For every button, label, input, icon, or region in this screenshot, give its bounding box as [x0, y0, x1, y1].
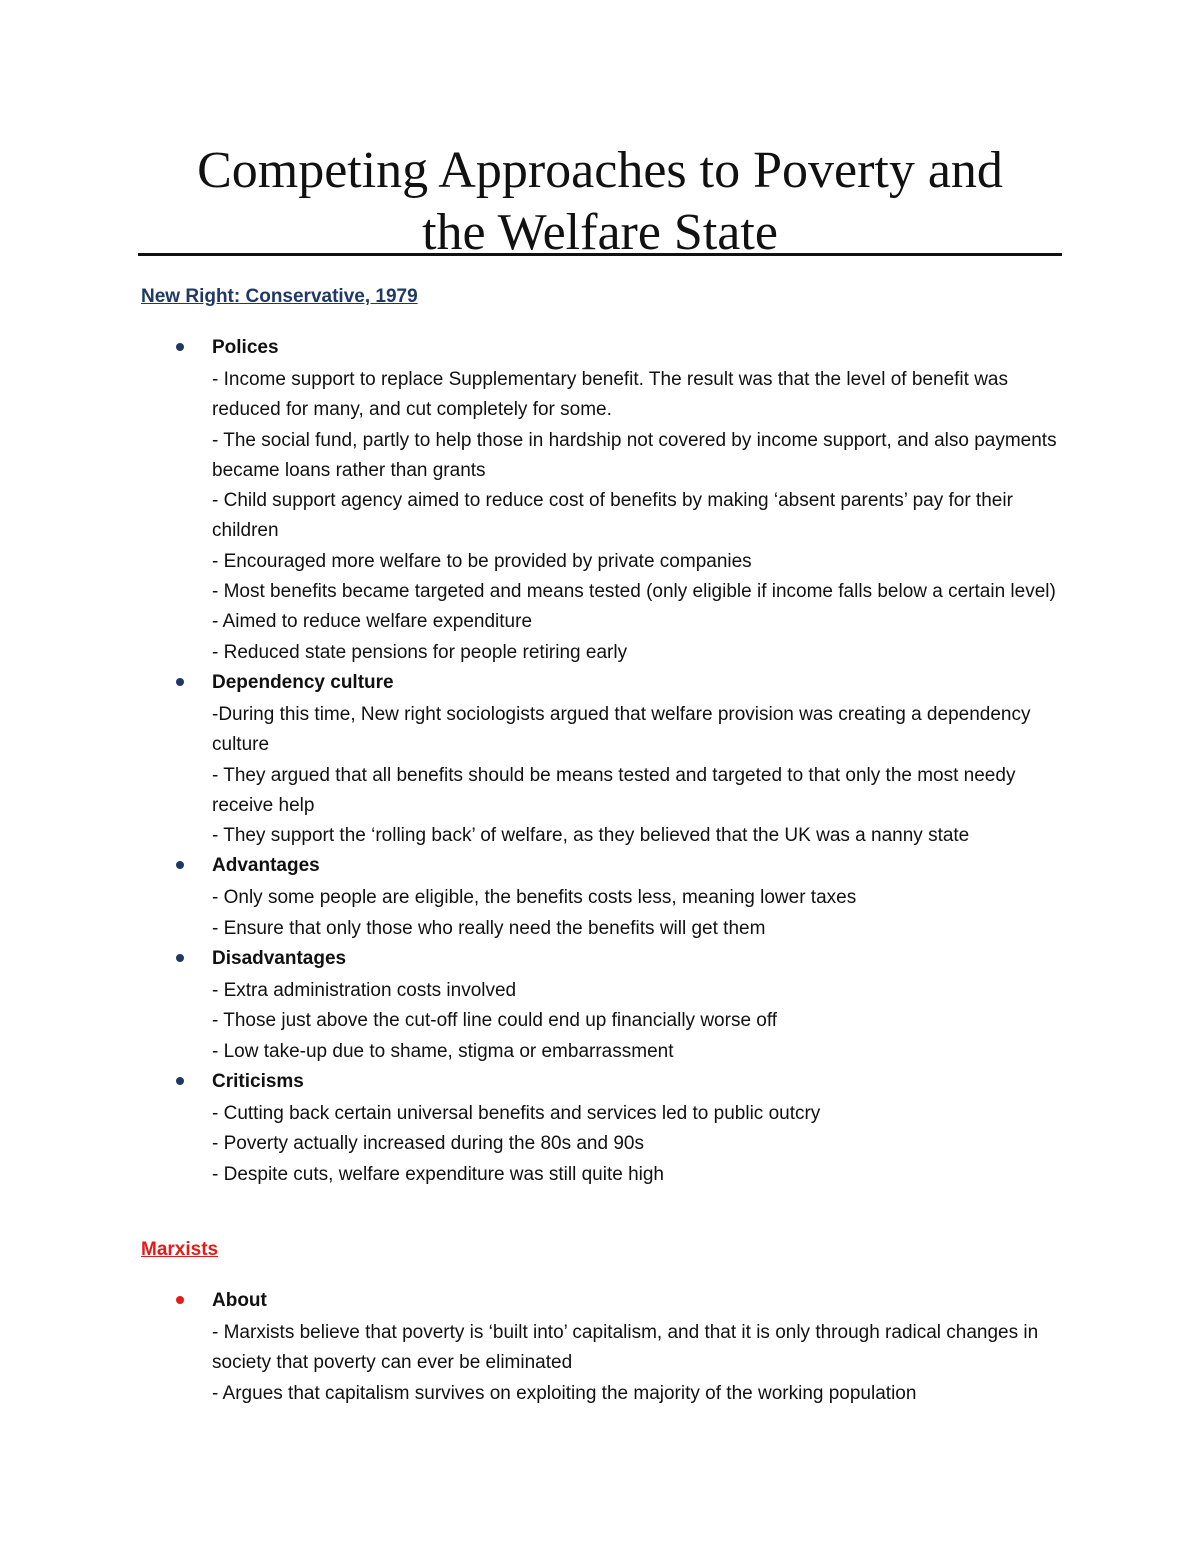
bullet-line: - The social fund, partly to help those in hardship not covered by income support, and also payments became loans rather than grants: [212, 429, 1057, 481]
bullet-line: - Income support to replace Supplementary benefit. The result was that the level of benefit was reduced for many, and cut completely for some.: [212, 369, 1008, 421]
section-heading-new-right: New Right: Conservative, 1979: [141, 286, 418, 307]
bullet-dot-icon: [176, 1077, 184, 1085]
bullet-dependency-culture: [0, 668, 1062, 851]
bullet-dot-icon: [176, 1296, 184, 1304]
bullet-heading: Polices: [212, 337, 279, 358]
marxists-bullet-list: [0, 1286, 1200, 1409]
new-right-bullet-list: [0, 333, 1200, 1190]
section-heading-marxists: Marxists: [141, 1239, 219, 1260]
bullet-line: - They support the ‘rolling back’ of welfare, as they believed that the UK was a nanny state: [212, 825, 970, 847]
bullet-disadvantages: [0, 944, 1062, 1067]
bullet-line: - They argued that all benefits should be means tested and targeted to that only the most needy receive help: [212, 764, 1016, 816]
bullet-line: - Low take-up due to shame, stigma or embarrassment: [212, 1040, 674, 1062]
bullet-line: - Aimed to reduce welfare expenditure: [212, 611, 533, 633]
bullet-line: - Reduced state pensions for people retiring early: [212, 641, 628, 663]
bullet-dot-icon: [176, 343, 184, 351]
title-line-2: the Welfare State: [422, 204, 778, 261]
bullet-line: - Cutting back certain universal benefits and services led to public outcry: [212, 1102, 821, 1124]
bullet-line: - Encouraged more welfare to be provided by private companies: [212, 550, 752, 572]
bullet-line: - Marxists believe that poverty is ‘built into’ capitalism, and that it is only through radical changes in society that poverty can ever be eliminated: [212, 1322, 1039, 1374]
bullet-line: - Extra administration costs involved: [212, 980, 517, 1002]
bullet-line: - Ensure that only those who really need the benefits will get them: [212, 917, 766, 939]
bullet-line: - Argues that capitalism survives on exploiting the majority of the working population: [212, 1382, 917, 1404]
title-line-1: Competing Approaches to Poverty and: [197, 142, 1003, 199]
bullet-about: [0, 1286, 1062, 1409]
bullet-line: - Child support agency aimed to reduce cost of benefits by making ‘absent parents’ pay for their children: [212, 490, 1013, 542]
bullet-criticisms: [0, 1067, 1062, 1190]
bullet-heading: Dependency culture: [212, 671, 394, 693]
title-underline: [138, 253, 1062, 256]
bullet-dot-icon: [176, 954, 184, 962]
bullet-heading: Disadvantages: [212, 948, 347, 970]
bullet-line: - Despite cuts, welfare expenditure was still quite high: [212, 1163, 665, 1185]
bullet-polices: [0, 333, 1062, 668]
bullet-line: - Those just above the cut-off line could end up financially worse off: [212, 1010, 778, 1032]
bullet-heading: Criticisms: [212, 1070, 304, 1092]
bullet-dot-icon: [176, 861, 184, 869]
bullet-dot-icon: [176, 678, 184, 686]
page-title: [138, 140, 1062, 264]
bullet-line: -During this time, New right sociologists argued that welfare provision was creating a dependency culture: [212, 703, 1031, 756]
bullet-line: - Most benefits became targeted and means tested (only eligible if income falls below a certain level): [212, 581, 1056, 603]
bullet-heading: About: [212, 1290, 267, 1311]
bullet-advantages: [0, 851, 1062, 944]
bullet-line: - Poverty actually increased during the 80s and 90s: [212, 1133, 644, 1155]
bullet-line: - Only some people are eligible, the benefits costs less, meaning lower taxes: [212, 887, 857, 909]
bullet-heading: Advantages: [212, 855, 320, 877]
